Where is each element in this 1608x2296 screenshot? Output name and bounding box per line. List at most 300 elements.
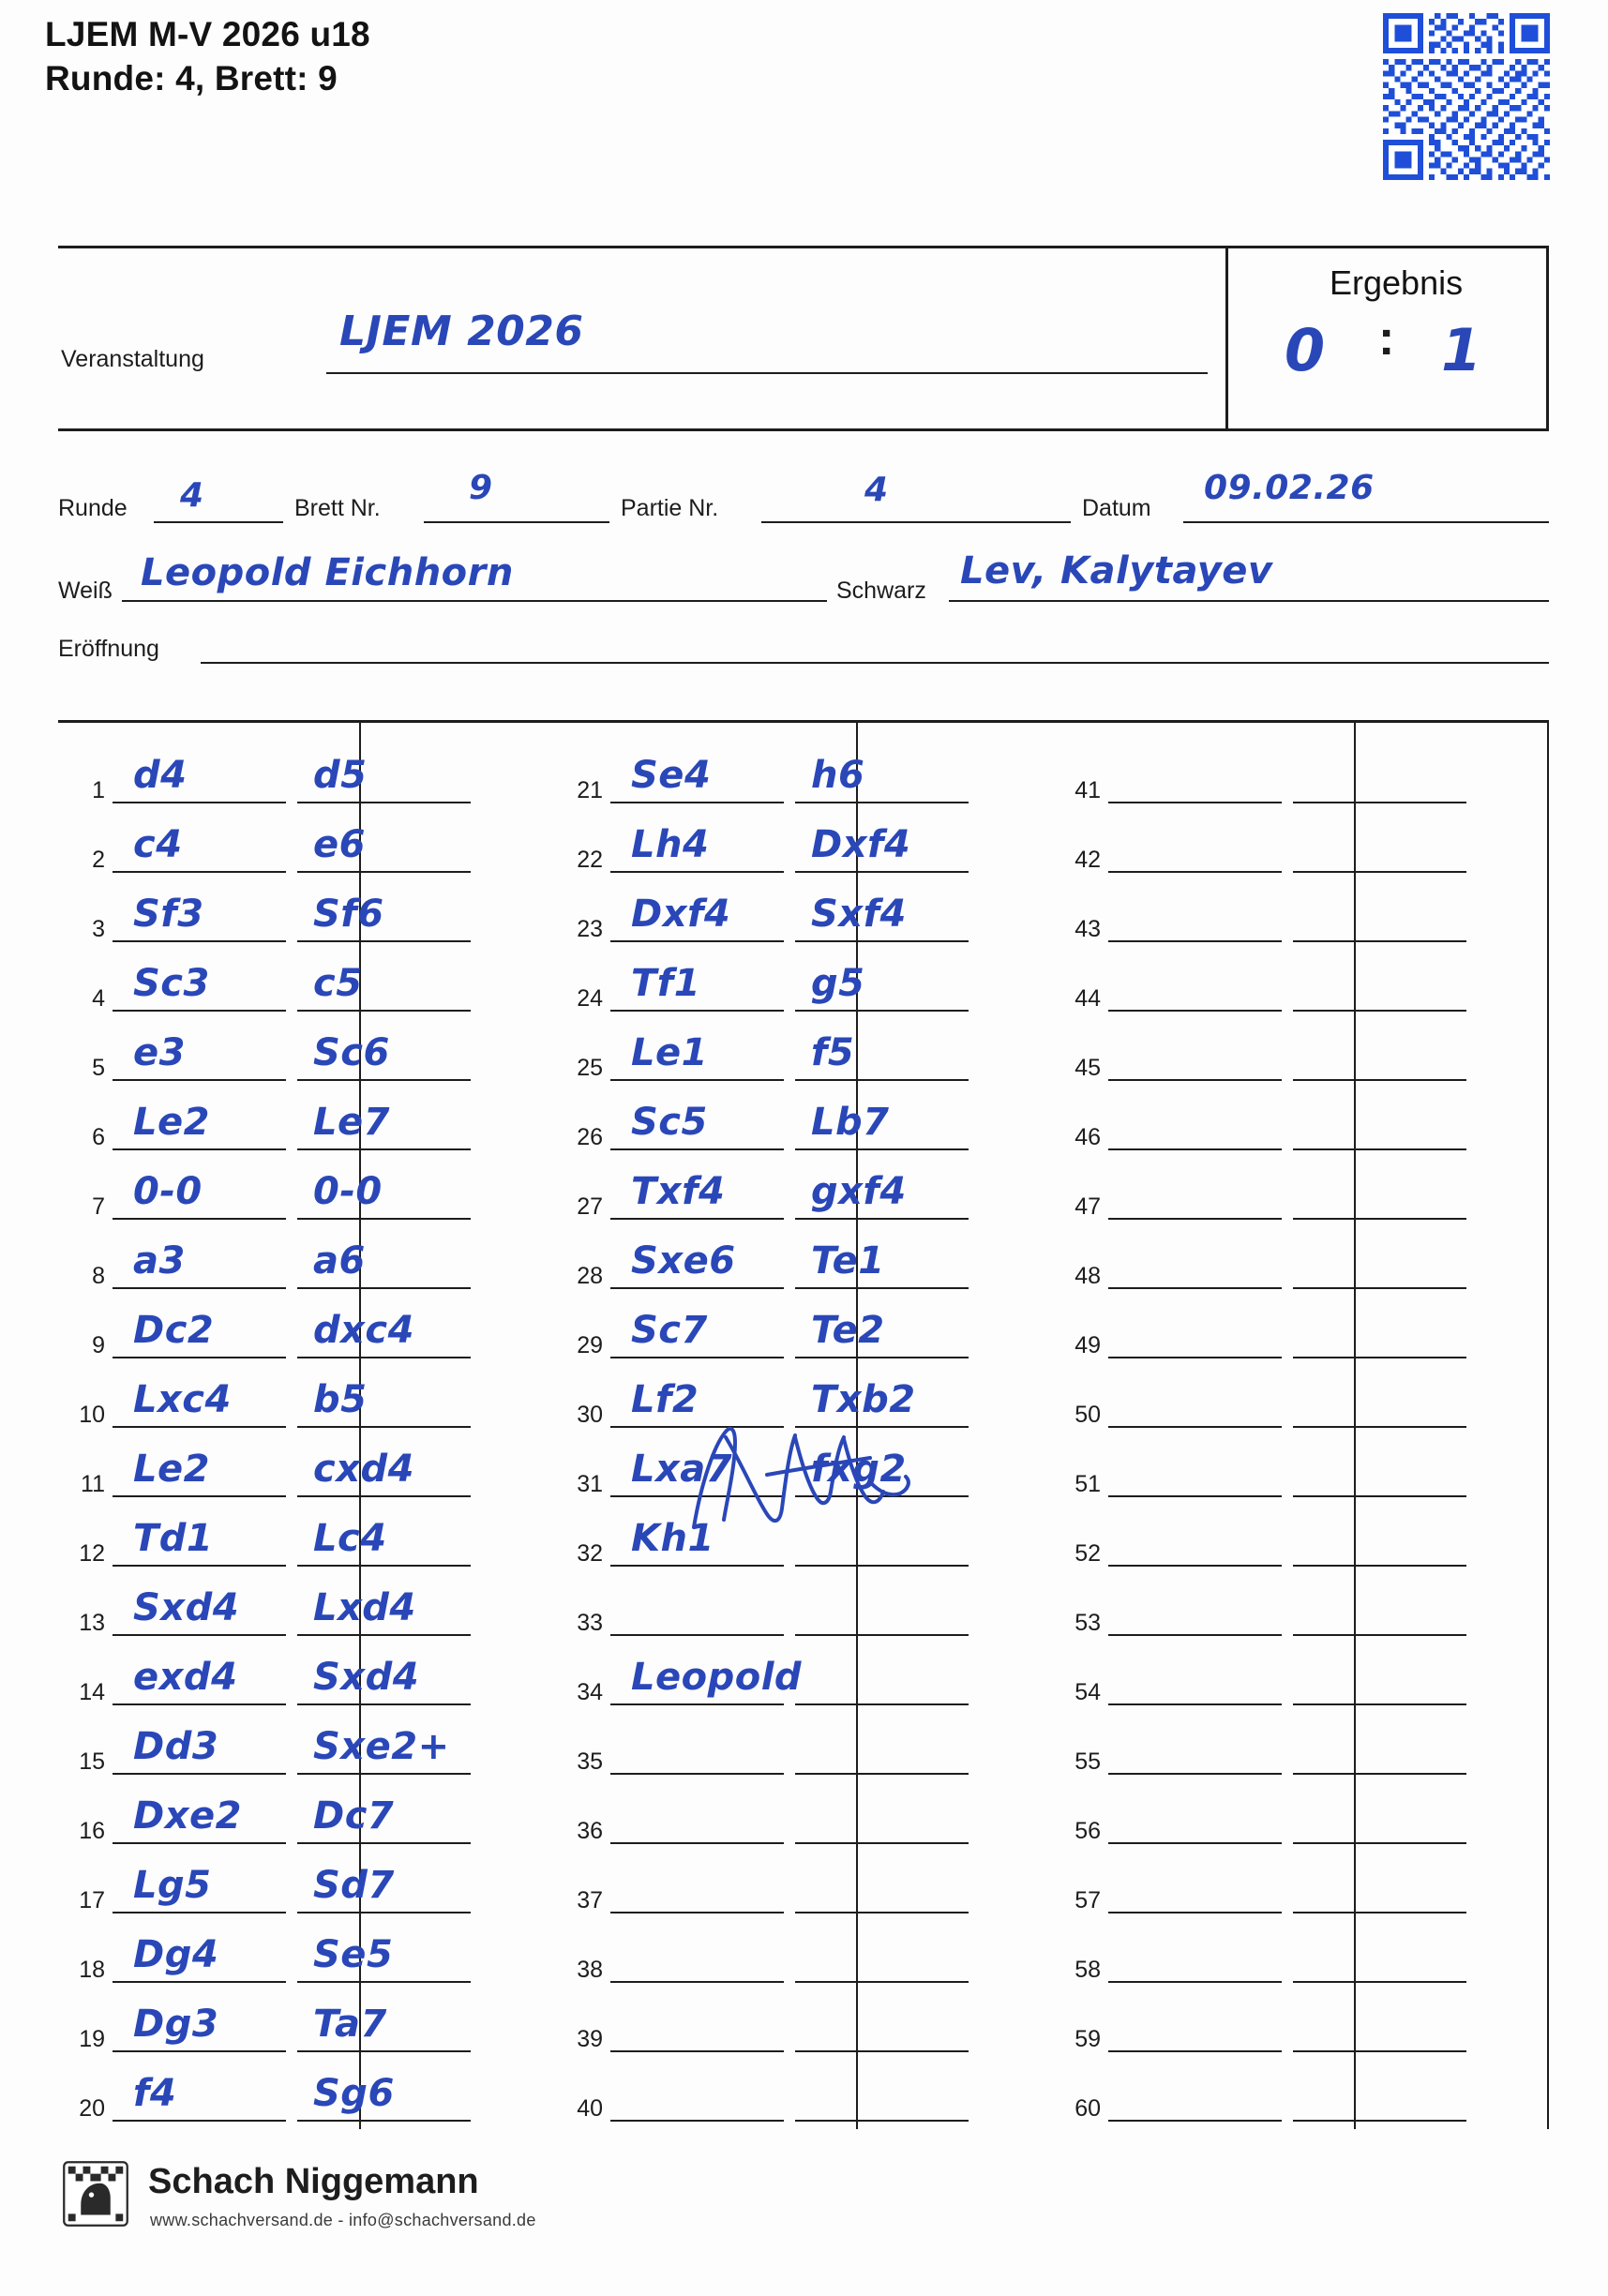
move-row: [58, 1437, 546, 1507]
move-number: 31: [577, 1471, 603, 1497]
black-move-rule: [1293, 871, 1466, 873]
white-move-rule: [610, 1565, 784, 1567]
white-move-rule: [113, 1079, 286, 1081]
move-number: 6: [92, 1124, 105, 1150]
move-number: 7: [92, 1193, 105, 1220]
move-number: 49: [1075, 1332, 1101, 1358]
black-move-rule: [297, 1287, 471, 1289]
event-result-box: [58, 246, 1549, 431]
white-player-label: Weiß: [58, 578, 113, 604]
white-move-value[interactable]: Sc3: [133, 962, 210, 1005]
white-move-value[interactable]: Sxe6: [631, 1239, 736, 1283]
move-row: [1054, 1507, 1541, 1576]
move-row: [1054, 1923, 1541, 1992]
move-row: [58, 882, 546, 952]
move-row: [556, 1298, 1044, 1368]
move-row: [1054, 1160, 1541, 1229]
black-move-rule: [795, 1634, 969, 1636]
page-header: [45, 13, 1358, 100]
opening-rule: [201, 662, 1549, 664]
black-move-rule: [795, 940, 969, 942]
move-number: 2: [92, 847, 105, 873]
white-move-rule: [610, 1773, 784, 1775]
black-move-rule: [795, 1148, 969, 1150]
black-move-rule: [795, 2050, 969, 2052]
move-number: 37: [577, 1887, 603, 1913]
move-number: 8: [92, 1263, 105, 1289]
move-number: 1: [92, 777, 105, 803]
move-number: 5: [92, 1055, 105, 1081]
white-move-rule: [610, 940, 784, 942]
move-row: [58, 1715, 546, 1784]
white-move-rule: [113, 1703, 286, 1705]
result-label: Ergebnis: [1330, 263, 1464, 302]
move-row: [58, 1229, 546, 1298]
move-row: [58, 952, 546, 1021]
date-value[interactable]: 09.02.26: [1204, 469, 1375, 507]
move-number: 34: [577, 1679, 603, 1705]
white-move-rule: [610, 1842, 784, 1844]
white-move-value[interactable]: Se4: [631, 754, 712, 797]
white-move-rule: [1108, 1773, 1282, 1775]
move-number: 48: [1075, 1263, 1101, 1289]
move-row: [1054, 1645, 1541, 1715]
white-move-rule: [113, 1148, 286, 1150]
white-move-rule: [113, 1010, 286, 1012]
white-move-rule: [610, 1703, 784, 1705]
date-label: Datum: [1082, 495, 1151, 521]
black-move-rule: [297, 2050, 471, 2052]
move-row: [1054, 1992, 1541, 2062]
black-move-value[interactable]: cxd4: [313, 1448, 414, 1491]
white-move-value[interactable]: Le2: [133, 1101, 210, 1144]
move-row: [556, 882, 1044, 952]
white-move-rule: [610, 871, 784, 873]
black-move-value[interactable]: Se5: [313, 1933, 394, 1976]
move-row: [58, 1298, 546, 1368]
white-move-rule: [1108, 1703, 1282, 1705]
move-row: [1054, 743, 1541, 813]
black-move-rule: [297, 1148, 471, 1150]
move-number: 60: [1075, 2095, 1101, 2122]
white-move-rule: [1108, 1634, 1282, 1636]
move-number: 47: [1075, 1193, 1101, 1220]
black-player-value[interactable]: Lev, Kalytayev: [960, 549, 1273, 593]
black-move-value[interactable]: Sf6: [313, 893, 384, 936]
move-row: [1054, 2062, 1541, 2131]
date-rule: [1183, 521, 1549, 523]
white-move-rule: [113, 871, 286, 873]
move-row: [58, 1160, 546, 1229]
black-move-rule: [1293, 1148, 1466, 1150]
move-number: 4: [92, 985, 105, 1012]
white-move-rule: [1108, 940, 1282, 942]
black-move-value[interactable]: Ta7: [313, 2003, 387, 2046]
box-right-edge: [1546, 248, 1549, 428]
move-number: 46: [1075, 1124, 1101, 1150]
move-row: [1054, 1368, 1541, 1437]
white-move-value[interactable]: Le1: [631, 1031, 708, 1074]
move-row: [556, 743, 1044, 813]
black-move-rule: [1293, 1357, 1466, 1358]
move-number: 27: [577, 1193, 603, 1220]
game-meta: [58, 448, 1549, 711]
page-footer: [62, 2156, 906, 2259]
black-move-value[interactable]: b5: [313, 1378, 368, 1421]
white-move-rule: [113, 802, 286, 803]
white-move-rule: [1108, 1287, 1282, 1289]
move-number: 58: [1075, 1957, 1101, 1983]
black-move-value[interactable]: dxc4: [313, 1309, 414, 1352]
black-move-value[interactable]: Le7: [313, 1101, 390, 1144]
game-number-value[interactable]: 4: [864, 471, 889, 509]
white-move-value[interactable]: exd4: [133, 1656, 238, 1699]
move-row: [556, 1645, 1044, 1715]
game-number-label: Partie Nr.: [621, 495, 719, 521]
white-move-rule: [1108, 1912, 1282, 1913]
black-move-value[interactable]: Sxf4: [811, 893, 907, 936]
black-move-value[interactable]: 0-0: [313, 1170, 383, 1213]
white-move-rule: [113, 1912, 286, 1913]
move-row: [556, 952, 1044, 1021]
white-move-value[interactable]: Dxf4: [631, 893, 731, 936]
board-value[interactable]: 9: [469, 469, 493, 507]
board-label: Brett Nr.: [294, 495, 381, 521]
white-move-rule: [113, 1634, 286, 1636]
move-number: 43: [1075, 916, 1101, 942]
white-move-rule: [610, 1148, 784, 1150]
white-move-rule: [1108, 871, 1282, 873]
opening-label: Eröffnung: [58, 636, 159, 662]
move-row: [1054, 813, 1541, 882]
white-move-value[interactable]: d4: [133, 754, 188, 797]
white-move-value[interactable]: Leopold: [631, 1656, 803, 1699]
white-move-value[interactable]: Tf1: [631, 962, 701, 1005]
move-number: 14: [79, 1679, 105, 1705]
white-move-value[interactable]: Dxe2: [133, 1794, 242, 1838]
white-move-rule: [1108, 1357, 1282, 1358]
white-move-rule: [610, 2050, 784, 2052]
white-move-rule: [113, 940, 286, 942]
move-row: [556, 1715, 1044, 1784]
box-divider: [1225, 248, 1228, 428]
move-number: 23: [577, 916, 603, 942]
round-rule: [154, 521, 283, 523]
black-move-value[interactable]: Sc6: [313, 1031, 390, 1074]
event-field-rule: [326, 372, 1208, 374]
white-move-value[interactable]: Dg3: [133, 2003, 219, 2046]
black-move-value[interactable]: Lb7: [811, 1101, 890, 1144]
move-number: 15: [79, 1748, 105, 1775]
black-move-value[interactable]: f5: [811, 1031, 855, 1074]
move-row: [556, 813, 1044, 882]
black-move-value[interactable]: Sxe2+: [313, 1725, 450, 1768]
result-separator: :: [1378, 311, 1395, 366]
black-move-rule: [1293, 2120, 1466, 2122]
black-move-rule: [297, 1565, 471, 1567]
black-move-rule: [297, 1218, 471, 1220]
move-number: 45: [1075, 1055, 1101, 1081]
white-move-rule: [1108, 1565, 1282, 1567]
move-number: 54: [1075, 1679, 1101, 1705]
moves-table: [58, 720, 1549, 2145]
move-row: [556, 1853, 1044, 1923]
move-row: [58, 813, 546, 882]
white-move-rule: [113, 1287, 286, 1289]
black-move-value[interactable]: gxf4: [811, 1170, 907, 1213]
black-move-value[interactable]: d5: [313, 754, 368, 797]
header-title-line1: LJEM M-V 2026 u18: [45, 15, 370, 53]
white-move-rule: [113, 1426, 286, 1428]
black-move-rule: [1293, 1773, 1466, 1775]
black-move-rule: [297, 802, 471, 803]
move-row: [58, 1090, 546, 1160]
white-move-rule: [113, 1565, 286, 1567]
white-move-value[interactable]: Sc5: [631, 1101, 708, 1144]
black-move-value[interactable]: Dxf4: [811, 823, 911, 866]
black-move-rule: [297, 1773, 471, 1775]
white-move-rule: [1108, 1426, 1282, 1428]
move-number: 17: [79, 1887, 105, 1913]
round-value[interactable]: 4: [180, 476, 204, 515]
white-move-rule: [1108, 1981, 1282, 1983]
white-move-value[interactable]: Lxc4: [133, 1378, 232, 1421]
white-move-value[interactable]: Kh1: [631, 1517, 714, 1560]
black-move-rule: [1293, 940, 1466, 942]
move-row: [556, 1229, 1044, 1298]
move-row: [58, 1853, 546, 1923]
black-move-value[interactable]: a6: [313, 1239, 366, 1283]
move-number: 42: [1075, 847, 1101, 873]
white-move-value[interactable]: Dg4: [133, 1933, 219, 1976]
move-number: 28: [577, 1263, 603, 1289]
black-move-rule: [795, 2120, 969, 2122]
black-move-rule: [1293, 1981, 1466, 1983]
black-move-value[interactable]: c5: [313, 962, 363, 1005]
move-row: [1054, 882, 1541, 952]
move-number: 3: [92, 916, 105, 942]
white-player-rule: [122, 600, 827, 602]
round-label: Runde: [58, 495, 128, 521]
black-move-rule: [1293, 1703, 1466, 1705]
move-number: 38: [577, 1957, 603, 1983]
black-move-rule: [1293, 1010, 1466, 1012]
white-move-rule: [113, 1218, 286, 1220]
move-number: 18: [79, 1957, 105, 1983]
black-move-value[interactable]: Te2: [811, 1309, 885, 1352]
white-move-value[interactable]: f4: [133, 2072, 177, 2115]
white-move-rule: [610, 1079, 784, 1081]
move-row: [1054, 1298, 1541, 1368]
move-number: 22: [577, 847, 603, 873]
black-move-rule: [795, 1357, 969, 1358]
move-number: 29: [577, 1332, 603, 1358]
black-move-rule: [297, 871, 471, 873]
move-number: 57: [1075, 1887, 1101, 1913]
white-move-rule: [1108, 1148, 1282, 1150]
move-row: [58, 2062, 546, 2131]
white-move-value[interactable]: Sc7: [631, 1309, 708, 1352]
white-move-value[interactable]: Sf3: [133, 893, 204, 936]
qr-code-icon: [1383, 13, 1550, 180]
black-move-rule: [795, 1010, 969, 1012]
black-move-rule: [1293, 2050, 1466, 2052]
move-number: 9: [92, 1332, 105, 1358]
move-number: 51: [1075, 1471, 1101, 1497]
move-row: [556, 1090, 1044, 1160]
moves-table-right-edge: [1547, 723, 1549, 2129]
move-number: 36: [577, 1818, 603, 1844]
black-move-rule: [1293, 1426, 1466, 1428]
white-move-value[interactable]: Lf2: [631, 1378, 699, 1421]
black-move-rule: [297, 1981, 471, 1983]
move-number: 12: [79, 1540, 105, 1567]
move-row: [556, 1923, 1044, 1992]
black-move-rule: [795, 1981, 969, 1983]
move-number: 59: [1075, 2026, 1101, 2052]
white-player-value[interactable]: Leopold Eichhorn: [141, 551, 514, 594]
move-row: [58, 1576, 546, 1645]
white-move-rule: [610, 1218, 784, 1220]
white-move-value[interactable]: Sxd4: [133, 1586, 240, 1629]
black-move-rule: [1293, 1218, 1466, 1220]
white-move-rule: [113, 1981, 286, 1983]
white-move-value[interactable]: 0-0: [133, 1170, 203, 1213]
move-row: [1054, 1229, 1541, 1298]
black-move-rule: [297, 2120, 471, 2122]
move-number: 24: [577, 985, 603, 1012]
white-move-value[interactable]: Lh4: [631, 823, 710, 866]
knight-logo-icon: [62, 2160, 129, 2228]
white-move-rule: [1108, 1495, 1282, 1497]
black-move-value[interactable]: Lc4: [313, 1517, 387, 1560]
white-move-rule: [1108, 2050, 1282, 2052]
move-number: 40: [577, 2095, 603, 2122]
move-row: [1054, 1853, 1541, 1923]
white-move-value[interactable]: c4: [133, 823, 183, 866]
black-move-rule: [297, 1426, 471, 1428]
move-number: 16: [79, 1818, 105, 1844]
move-number: 41: [1075, 777, 1101, 803]
black-move-value[interactable]: h6: [811, 754, 865, 797]
white-move-value[interactable]: Le2: [133, 1448, 210, 1491]
move-row: [1054, 1576, 1541, 1645]
move-row: [556, 1576, 1044, 1645]
black-move-rule: [297, 1634, 471, 1636]
move-row: [58, 1992, 546, 2062]
white-move-rule: [610, 1357, 784, 1358]
move-number: 33: [577, 1610, 603, 1636]
move-row: [58, 1923, 546, 1992]
black-move-rule: [1293, 1565, 1466, 1567]
black-move-rule: [1293, 1634, 1466, 1636]
white-move-rule: [113, 1773, 286, 1775]
black-move-value[interactable]: Lxd4: [313, 1586, 416, 1629]
black-player-label: Schwarz: [836, 578, 926, 604]
black-move-rule: [297, 1357, 471, 1358]
black-move-value[interactable]: Txb2: [811, 1378, 916, 1421]
black-player-rule: [949, 600, 1549, 602]
move-number: 21: [577, 777, 603, 803]
move-number: 10: [79, 1402, 105, 1428]
move-number: 56: [1075, 1818, 1101, 1844]
move-number: 30: [577, 1402, 603, 1428]
move-row: [58, 1784, 546, 1853]
black-move-value[interactable]: g5: [811, 962, 865, 1005]
white-move-value[interactable]: a3: [133, 1239, 186, 1283]
black-move-rule: [1293, 1079, 1466, 1081]
white-move-rule: [1108, 1010, 1282, 1012]
move-row: [556, 2062, 1044, 2131]
black-move-rule: [1293, 802, 1466, 803]
footer-contact: www.schachversand.de - info@schachversand.de: [150, 2211, 536, 2229]
white-move-value[interactable]: Lxa7: [631, 1448, 733, 1491]
white-move-rule: [1108, 2120, 1282, 2122]
white-move-value[interactable]: Dd3: [133, 1725, 219, 1768]
move-number: 35: [577, 1748, 603, 1775]
white-move-rule: [113, 1842, 286, 1844]
black-move-rule: [1293, 1842, 1466, 1844]
move-row: [1054, 1437, 1541, 1507]
black-move-rule: [297, 1010, 471, 1012]
white-move-rule: [610, 1010, 784, 1012]
game-number-rule: [761, 521, 1071, 523]
move-row: [58, 1368, 546, 1437]
black-move-value[interactable]: Te1: [811, 1239, 885, 1283]
white-move-value[interactable]: Txf4: [631, 1170, 726, 1213]
move-number: 19: [79, 2026, 105, 2052]
event-value[interactable]: LJEM 2026: [339, 308, 584, 355]
black-move-rule: [795, 802, 969, 803]
move-row: [1054, 952, 1541, 1021]
white-move-value[interactable]: e3: [133, 1031, 186, 1074]
white-move-rule: [1108, 1842, 1282, 1844]
move-row: [58, 1021, 546, 1090]
move-number: 11: [81, 1471, 105, 1497]
move-number: 52: [1075, 1540, 1101, 1567]
white-move-rule: [610, 1981, 784, 1983]
black-move-value[interactable]: e6: [313, 823, 366, 866]
white-move-rule: [610, 1912, 784, 1913]
white-move-rule: [610, 1287, 784, 1289]
result-black-score[interactable]: 1: [1441, 316, 1492, 384]
white-move-rule: [1108, 1218, 1282, 1220]
black-move-value[interactable]: Sxd4: [313, 1656, 420, 1699]
event-label: Veranstaltung: [61, 346, 204, 372]
black-move-rule: [1293, 1287, 1466, 1289]
black-move-value[interactable]: Sg6: [313, 2072, 395, 2115]
move-row: [58, 1507, 546, 1576]
black-move-value[interactable]: fxg2: [811, 1448, 907, 1491]
white-move-rule: [610, 2120, 784, 2122]
white-move-rule: [1108, 802, 1282, 803]
black-move-value[interactable]: Dc7: [313, 1794, 395, 1838]
move-number: 13: [79, 1610, 105, 1636]
move-row: [1054, 1784, 1541, 1853]
white-move-value[interactable]: Dc2: [133, 1309, 215, 1352]
move-number: 32: [577, 1540, 603, 1567]
white-move-value[interactable]: Lg5: [133, 1864, 212, 1907]
black-move-value[interactable]: Sd7: [313, 1864, 395, 1907]
black-move-rule: [297, 1912, 471, 1913]
move-row: [556, 1784, 1044, 1853]
white-move-value[interactable]: Td1: [133, 1517, 214, 1560]
header-title-line2: Runde: 4, Brett: 9: [45, 58, 338, 98]
black-move-rule: [795, 1842, 969, 1844]
result-white-score[interactable]: 0: [1285, 316, 1335, 384]
signature-mark: [677, 1417, 921, 1538]
move-row: [58, 743, 546, 813]
